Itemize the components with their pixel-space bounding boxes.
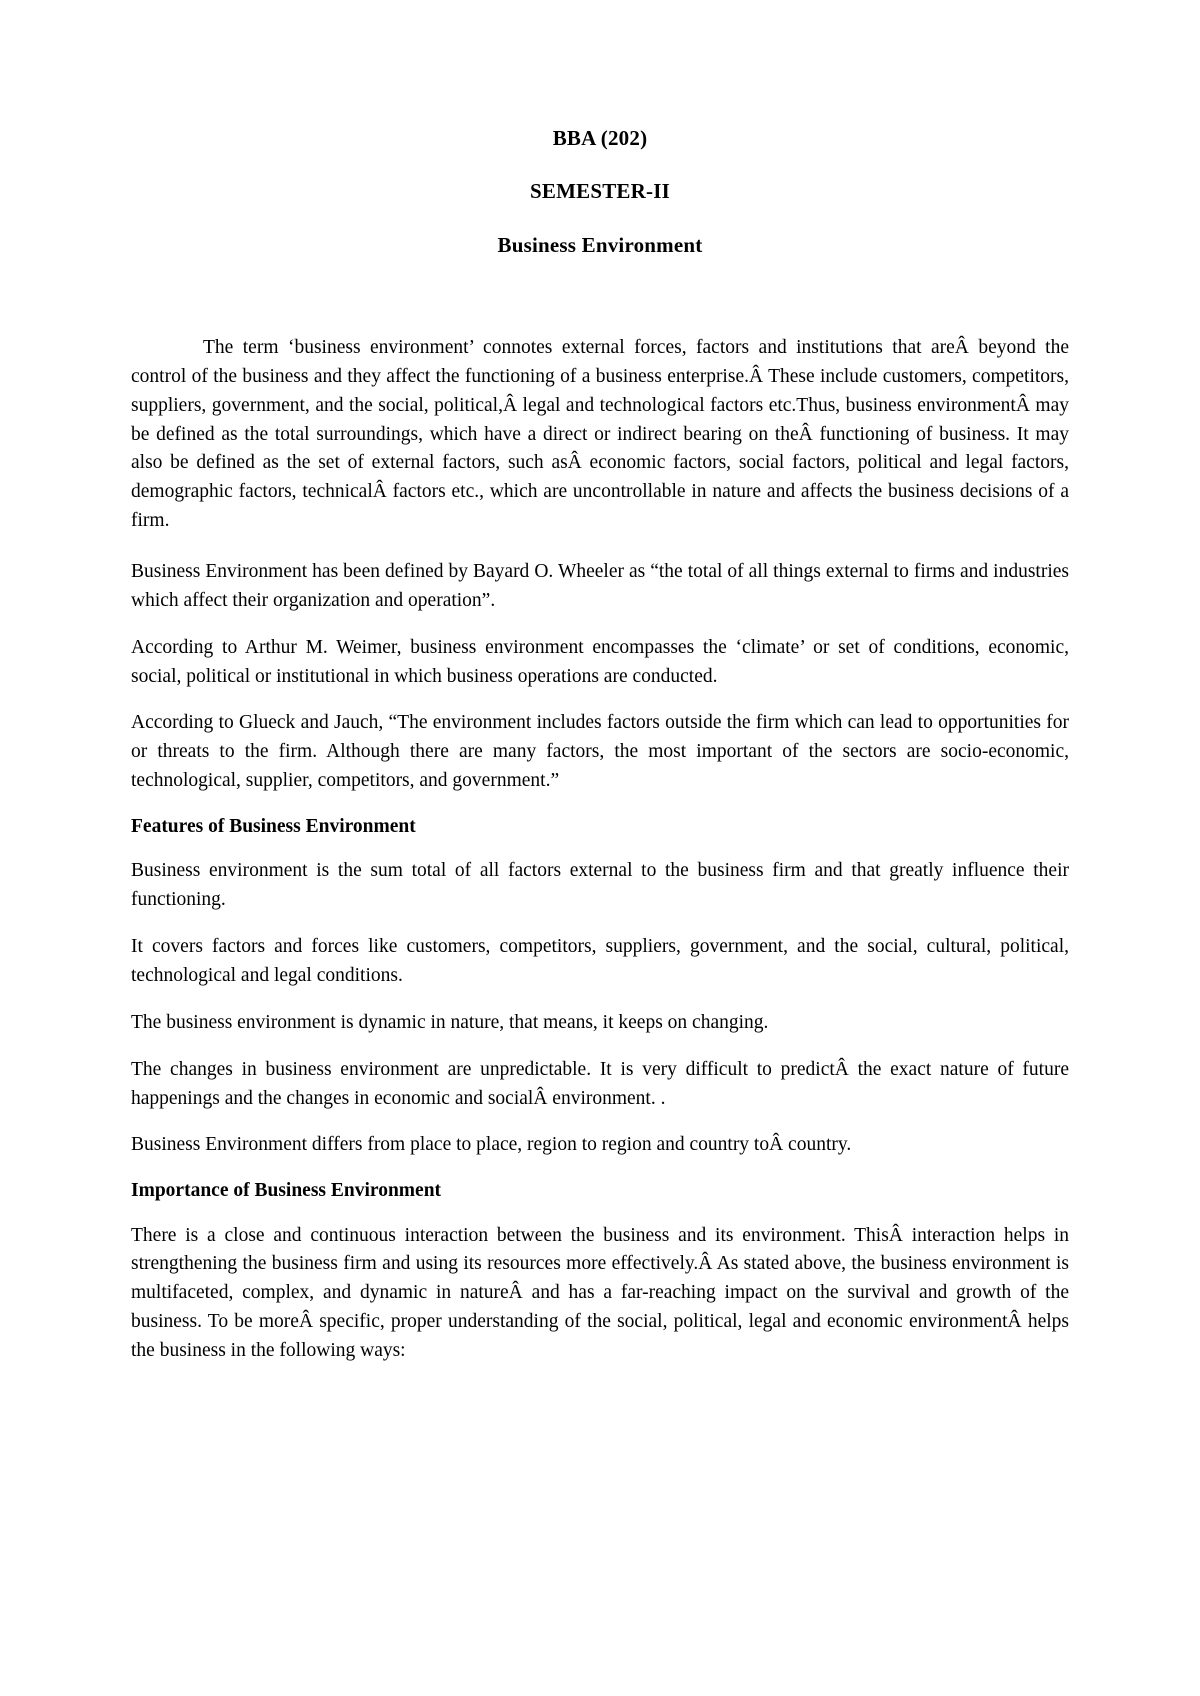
feature-paragraph-1: Business environment is the sum total of all factors external to the business firm and that greatly influence their functioning. bbox=[131, 860, 1069, 911]
feature-paragraph-2: It covers factors and forces like customers, competitors, suppliers, government, and the social, cultural, political, technological and legal conditions. bbox=[131, 936, 1069, 986]
importance-heading: Importance of Business Environment bbox=[131, 1180, 442, 1202]
definition-glueck-jauch-paragraph: According to Glueck and Jauch, “The environment includes factors outside the firm which can lead to opportunities for or threats to the firm. Although there are many factors, the most important of the sectors are socio-economic, technological, supplier, competitors, and government.” bbox=[131, 712, 1069, 792]
definition-weimer-paragraph: According to Arthur M. Weimer, business environment encompasses the ‘climate’ or set of conditions, economic, social, political or institutional in which business operations are conducted. bbox=[131, 636, 1069, 687]
importance-paragraph-1: There is a close and continuous interaction between the business and its environment. ThisÂ interaction helps in strengthening the business firm and using its resources more effectively.Â As stated above, the business environment is multifaceted, complex, and dynamic in natureÂ and has a far-reaching impact on the survival and growth of the business. To be moreÂ specific, proper understanding of the social, political, legal and economic environmentÂ helps the business in the following ways: bbox=[131, 1224, 1069, 1362]
intro-paragraph: The term ‘business environment’ connotes external forces, factors and institutions that areÂ beyond the control of the business and they affect the functioning of a business enterprise.Â These include customers, competitors, suppliers, government, and the social, political,Â legal and technological factors etc.Thus, business environmentÂ may be defined as the total surroundings, which have a direct or indirect bearing on theÂ functioning of business. It may also be defined as the set of external factors, such asÂ economic factors, social factors, political and legal factors, demographic factors, technicalÂ factors etc., which are uncontrollable in nature and affects the business decisions of a firm. bbox=[131, 337, 1069, 532]
definition-wheeler-paragraph: Business Environment has been defined by Bayard O. Wheeler as “the total of all things external to firms and industries which affect their organization and operation”. bbox=[131, 561, 1069, 611]
feature-paragraph-4: The changes in business environment are unpredictable. It is very difficult to predictÂ the exact nature of future happenings and the changes in economic and socialÂ environment. . bbox=[131, 1058, 1069, 1109]
feature-paragraph-5: Business Environment differs from place to place, region to region and country toÂ country. bbox=[131, 1134, 852, 1156]
course-code-title: BBA (202) bbox=[552, 126, 648, 150]
subject-title: Business Environment bbox=[497, 233, 703, 257]
features-heading: Features of Business Environment bbox=[131, 816, 416, 838]
semester-title: SEMESTER-II bbox=[530, 179, 670, 203]
feature-paragraph-3: The business environment is dynamic in nature, that means, it keeps on changing. bbox=[131, 1011, 769, 1033]
